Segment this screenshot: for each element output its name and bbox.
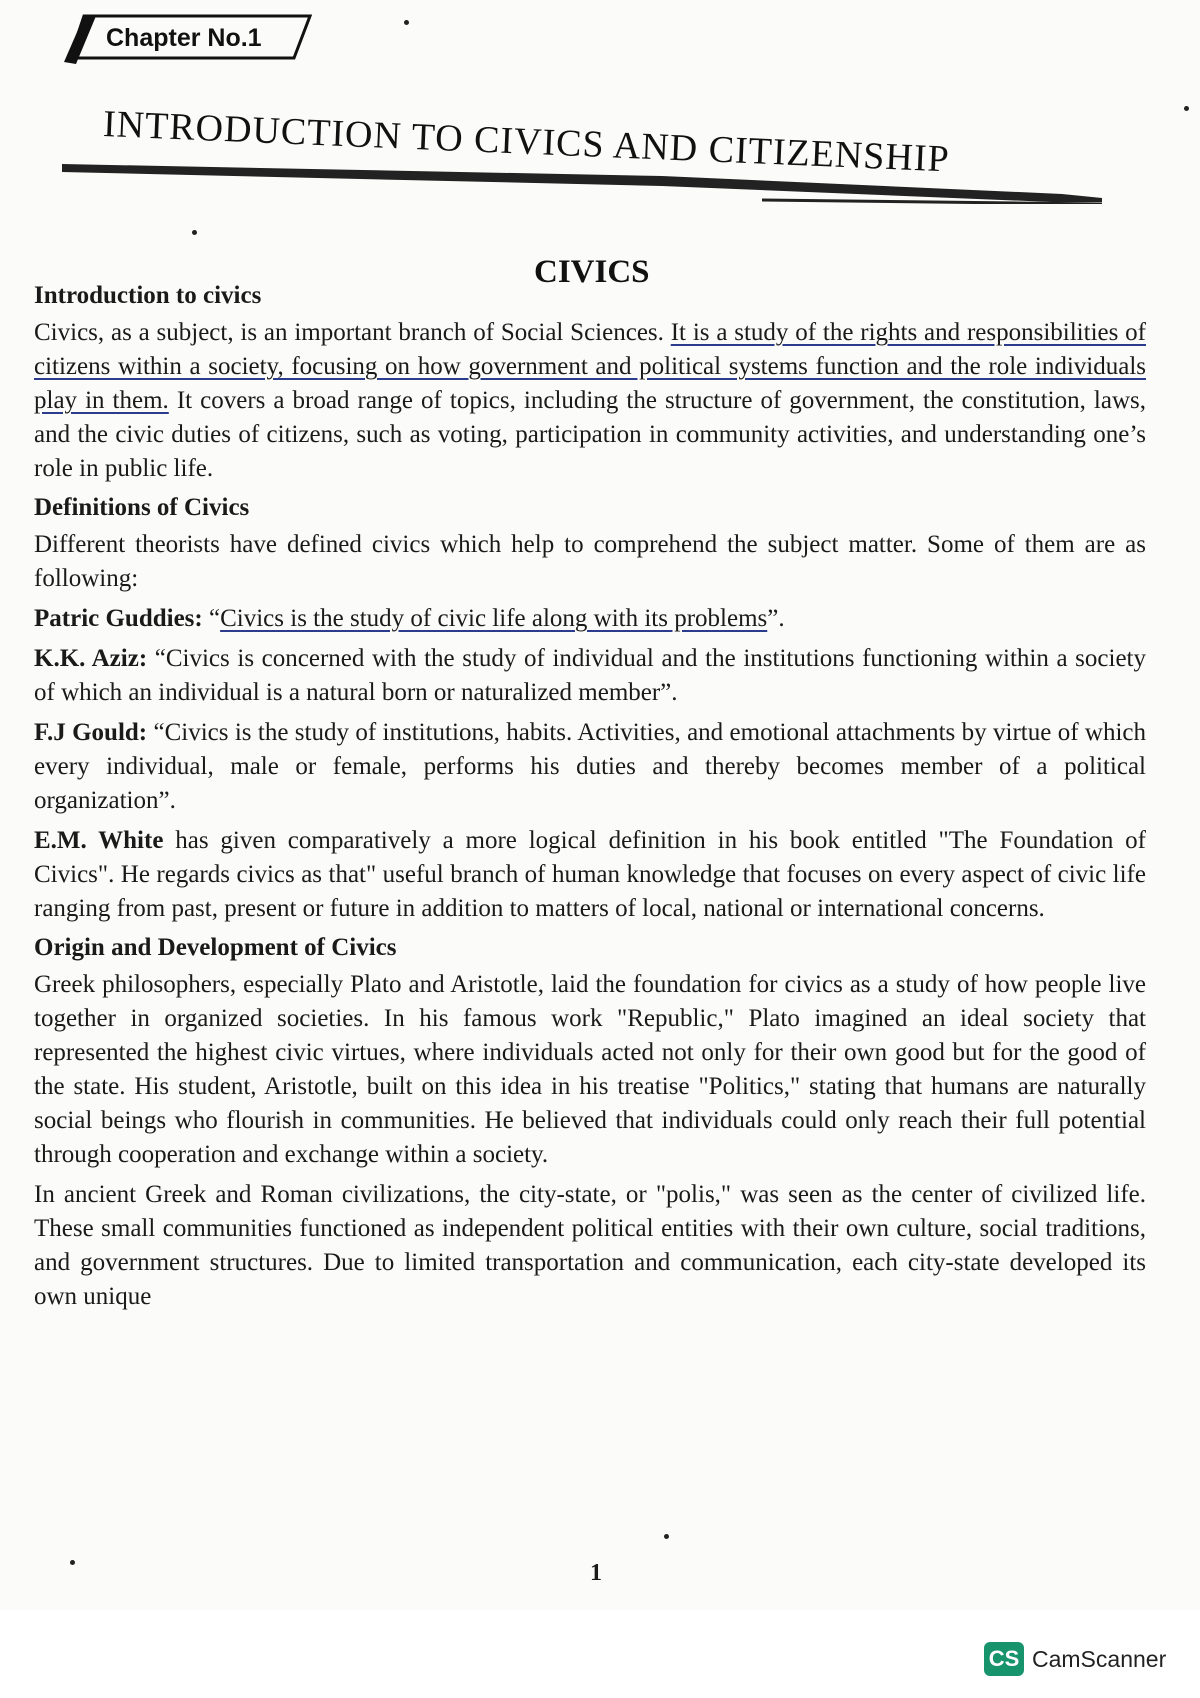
scan-speck: [70, 1560, 75, 1565]
definition-term: Patric Guddies:: [34, 605, 203, 632]
definition-fj-gould: [34, 716, 1146, 818]
intro-text-start: Civics, as a subject, is an important branch of Social Sciences.: [34, 319, 671, 346]
definition-kk-aziz: [34, 642, 1146, 710]
heading-definitions: Definitions of Civics: [34, 494, 250, 521]
definition-text: “Civics is concerned with the study of individual and the institutions functioning within a society of which an individual is a natural born or naturalized member”.: [34, 645, 1146, 706]
intro-underlined-text: It is a study of the rights and responsibilities of citizens within a society, focusing on how government and political systems function and the role individuals play in them.: [34, 319, 1146, 414]
page-number: 1: [590, 1560, 602, 1586]
title-underline-rule: [62, 164, 1102, 204]
page-title: INTRODUCTION TO CIVICS AND CITIZENSHIP: [102, 102, 951, 181]
scan-speck: [1184, 106, 1189, 111]
section-heading: CIVICS: [534, 254, 650, 290]
definition-term: K.K. Aziz:: [34, 645, 148, 672]
intro-text-end: It covers a broad range of topics, including the structure of government, the constitution, laws, and the civic duties of citizens, such as voting, participation in community activities, and understanding one’s role in public life.: [34, 387, 1146, 482]
scan-speck: [404, 20, 409, 25]
definition-text: has given comparatively a more logical definition in his book entitled "The Foundation of Civics". He regards civics as that" useful branch of human knowledge that focuses on every aspect of civic life ranging from past, present or future in addition to matters of local, national or international concerns.: [34, 827, 1146, 922]
definition-text-end: ”.: [767, 605, 785, 632]
definition-term: F.J Gould:: [34, 719, 148, 746]
definition-underlined-text: Civics is the study of civic life along with its problems: [220, 605, 768, 632]
camscanner-watermark: CamScanner: [1032, 1646, 1167, 1672]
paragraph-definitions-intro: Different theorists have defined civics which help to comprehend the subject matter. Some of them are as following:: [34, 531, 1146, 592]
scan-speck: [192, 230, 197, 235]
definition-em-white: [34, 824, 1146, 926]
scan-speck: [664, 1534, 669, 1539]
definition-text: “Civics is the study of institutions, habits. Activities, and emotional attachments by virtue of which every individual, male or female, performs his duties and thereby becomes member of a political organization”.: [34, 719, 1146, 814]
chapter-tab: [62, 12, 312, 66]
definition-term: E.M. White: [34, 827, 164, 854]
document-body: [34, 280, 1146, 1320]
paragraph-introduction: [34, 316, 1146, 486]
heading-introduction: Introduction to civics: [34, 282, 262, 309]
heading-origin: Origin and Development of Civics: [34, 934, 397, 961]
camscanner-logo-icon: CS: [984, 1642, 1024, 1676]
paragraph-origin-2: In ancient Greek and Roman civilizations, the city-state, or "polis," was seen as the center of civilized life. These small communities functioned as independent political entities with their own culture, social traditions, and government structures. Due to limited transportation and communication, each city-state developed its own unique: [34, 1181, 1146, 1310]
definition-text: “: [202, 605, 221, 632]
paragraph-origin-1: Greek philosophers, especially Plato and Aristotle, laid the foundation for civics as a study of how people live together in organized societies. In his famous work "Republic," Plato imagined an ideal society that represented the highest civic virtues, where individuals acted not only for their own good but for the good of the state. His student, Aristotle, built on this idea in his treatise "Politics," stating that humans are naturally social beings who flourish in communities. He believed that individuals could only reach their full potential through cooperation and exchange within a society.: [34, 971, 1146, 1168]
definition-patric-guddies: [34, 602, 1146, 636]
chapter-label: Chapter No.1: [106, 24, 262, 52]
